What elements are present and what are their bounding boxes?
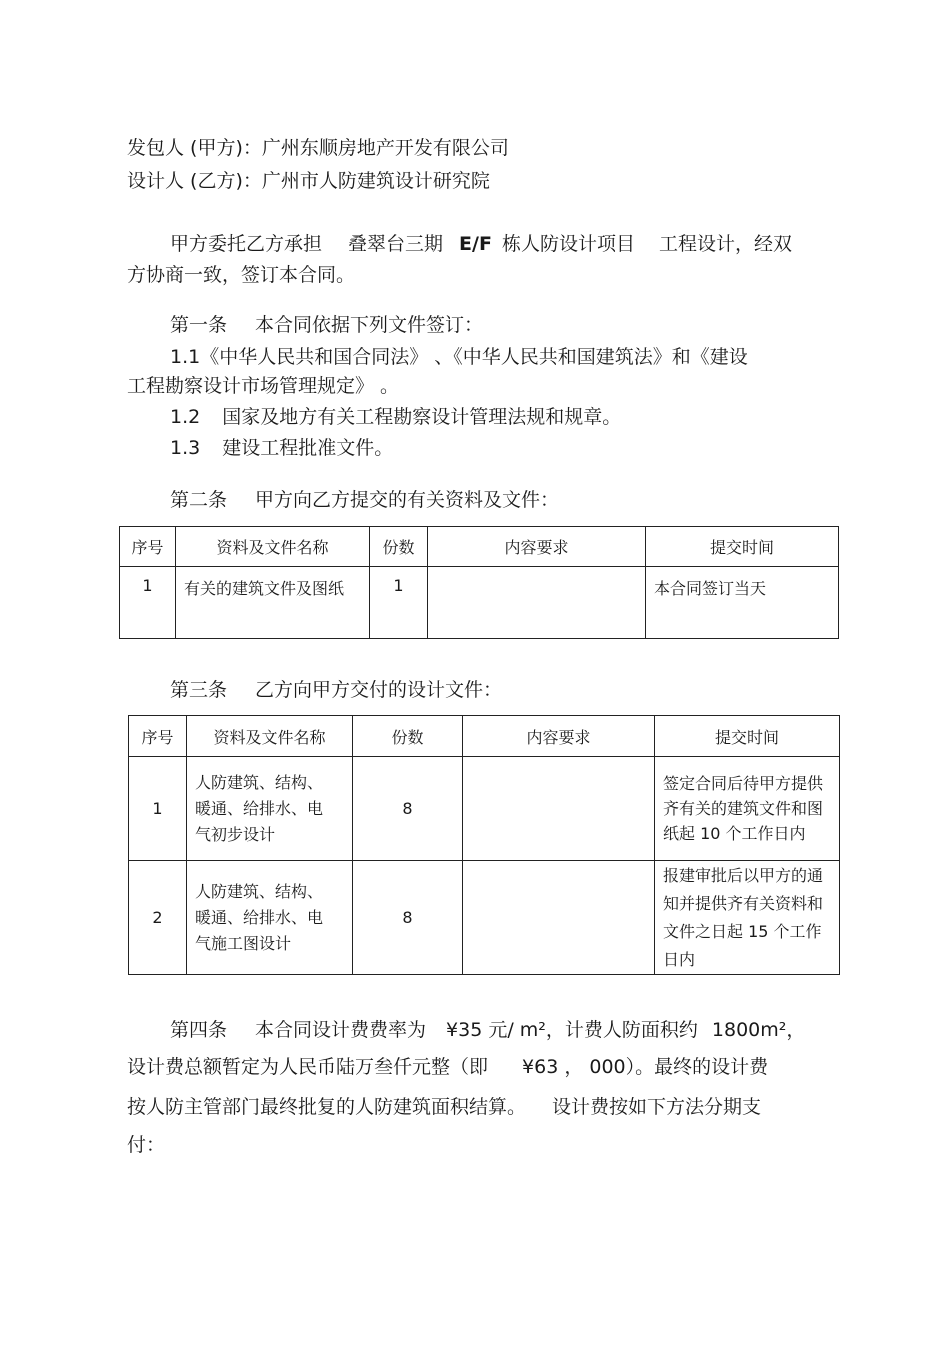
table-header-row [129, 716, 840, 757]
intro-text-3: 工程设计，经双 [658, 233, 792, 255]
article1-item3 [170, 436, 393, 460]
article1-number: 第一条 [170, 314, 228, 336]
article4-text-1a: 本合同设计费费率为 [255, 1019, 427, 1041]
article2-heading [170, 488, 559, 512]
article3-heading [170, 678, 502, 702]
article1-item3-number: 1.3 [170, 437, 201, 459]
header-cell: 份数 [370, 527, 428, 567]
article1-item1-line2: 工程勘察设计市场管理规定》 。 [127, 375, 400, 397]
table-row [129, 861, 840, 975]
header-cell: 提交时间 [655, 716, 840, 757]
article4-number: 第四条 [170, 1019, 228, 1041]
article4-text-1c: 1800m²， [711, 1019, 806, 1041]
article4-line-4: 付： [127, 1134, 166, 1156]
document-name: 人防建筑、结构、暖通、给排水、电气初步设计 [187, 757, 353, 861]
article3-title: 乙方向甲方交付的设计文件： [255, 679, 503, 701]
row-number: 2 [129, 861, 187, 975]
intro-project: 叠翠台三期 [348, 233, 444, 255]
document-name: 有关的建筑文件及图纸 [176, 567, 370, 639]
article1-item2-number: 1.2 [170, 406, 201, 428]
header-cell: 提交时间 [646, 527, 839, 567]
article3-table [128, 715, 840, 975]
header-cell: 序号 [120, 527, 176, 567]
copy-count: 8 [353, 861, 463, 975]
article4-text-2b: ¥63 ， 000）。最终的设计费 [522, 1056, 769, 1078]
document-name: 人防建筑、结构、暖通、给排水、电气施工图设计 [187, 861, 353, 975]
article4-line-2 [127, 1055, 768, 1079]
header-cell: 份数 [353, 716, 463, 757]
table-header-row [120, 527, 839, 567]
intro-line-2: 方协商一致，签订本合同。 [127, 264, 356, 286]
article1-item3-text: 建设工程批准文件。 [222, 437, 394, 459]
designer-party: 设计人 (乙方)：广州市人防建筑设计研究院 [127, 170, 490, 192]
table-row [120, 567, 839, 639]
header-cell: 内容要求 [463, 716, 655, 757]
submission-time: 本合同签订当天 [646, 567, 839, 639]
intro-building: E/F [459, 233, 492, 255]
article1-item2-text: 国家及地方有关工程勘察设计管理法规和规章。 [222, 406, 622, 428]
content-requirement [463, 757, 655, 861]
article1-item1-line1: 1.1《中华人民共和国合同法》 、《中华人民共和国建筑法》和《建设 [170, 346, 748, 368]
table-row [129, 757, 840, 861]
copy-count: 8 [353, 757, 463, 861]
header-cell: 资料及文件名称 [187, 716, 353, 757]
article2-number: 第二条 [170, 489, 228, 511]
article4-text-2a: 设计费总额暂定为人民币陆万叁仟元整（即 [127, 1056, 489, 1078]
submission-time: 报建审批后以甲方的通知并提供齐有关资料和文件之日起 15 个工作日内 [655, 861, 840, 975]
copy-count: 1 [370, 567, 428, 639]
intro-text-2: 栋人防设计项目 [501, 233, 635, 255]
content-requirement [463, 861, 655, 975]
content-requirement [428, 567, 646, 639]
row-number: 1 [120, 567, 176, 639]
row-number: 1 [129, 757, 187, 861]
article1-title: 本合同依据下列文件签订： [255, 314, 484, 336]
article1-item2 [170, 405, 621, 429]
header-cell: 内容要求 [428, 527, 646, 567]
article1-heading [170, 313, 483, 337]
intro-text-1: 甲方委托乙方承担 [170, 233, 323, 255]
intro-line-1 [170, 232, 792, 256]
article4-text-3a: 按人防主管部门最终批复的人防建筑面积结算。 [127, 1096, 527, 1118]
header-cell: 序号 [129, 716, 187, 757]
article3-number: 第三条 [170, 679, 228, 701]
article4-line-3 [127, 1095, 761, 1119]
header-cell: 资料及文件名称 [176, 527, 370, 567]
client-party: 发包人 (甲方)：广州东顺房地产开发有限公司 [127, 137, 509, 159]
article4-text-3b: 设计费按如下方法分期支 [552, 1096, 762, 1118]
article4-line-1 [170, 1018, 805, 1042]
article2-title: 甲方向乙方提交的有关资料及文件： [255, 489, 560, 511]
article2-table [119, 526, 839, 639]
article4-text-1b: ¥35 元/ m²，计费人防面积约 [446, 1019, 698, 1041]
submission-time: 签定合同后待甲方提供齐有关的建筑文件和图纸起 10 个工作日内 [655, 757, 840, 861]
